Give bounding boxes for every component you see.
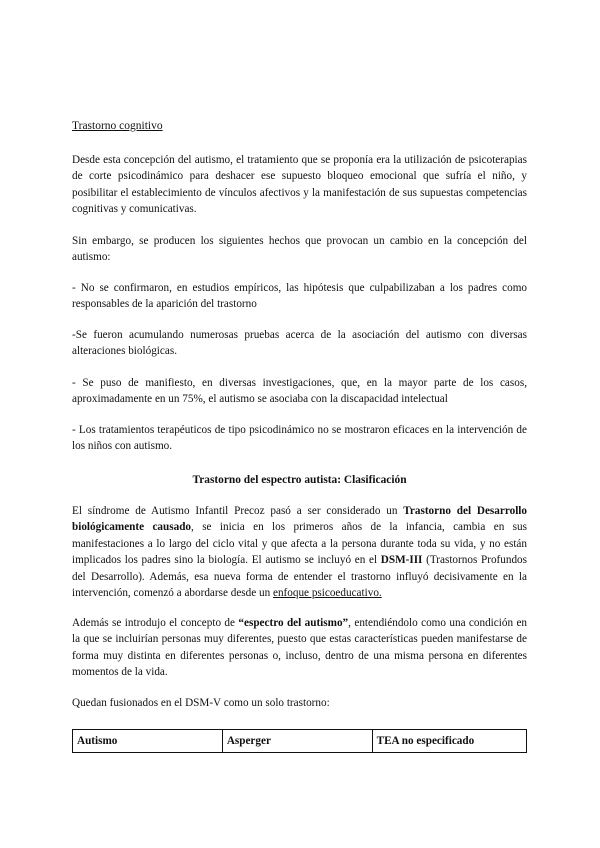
dsm-v-table — [72, 729, 527, 753]
bullet-biological-evidence: -Se fueron acumulando numerosas pruebas acerca de la asociación del autismo con diversas alteraciones biológicas. — [72, 329, 527, 358]
text-run: , entendiéndolo como una condición en la que se incluirían personas muy diferentes, puesto que estas características pueden manifestarse de forma muy distinta en diferentes personas o, incluso, dentro de una misma persona en diferentes momentos de la vida. — [72, 617, 527, 679]
paragraph-infantile-autism — [72, 503, 527, 601]
section-heading-cognitive: Trastorno cognitivo — [72, 120, 163, 132]
bold-dsm-iii: DSM-III — [380, 554, 423, 567]
table-cell-autism: Autismo — [73, 730, 223, 753]
bullet-parents-hypothesis: - No se confirmaron, en estudios empíricos, las hipótesis que culpabilizaban a los padres como responsables de la aparición del trastorno — [72, 282, 527, 311]
text-run: , se inicia en los primeros años de la infancia, cambia en sus manifestaciones a lo largo del ciclo vital y que afecta a la persona durante toda su vida, y no están implicados los padres sino la biología. El autismo se incluyó en el — [72, 521, 527, 567]
text-run: El síndrome de Autismo Infantil Precoz pasó a ser considerado un — [72, 505, 404, 517]
text-run: Además se introdujo el concepto de — [72, 617, 239, 629]
bullet-ineffective-treatment: - Los tratamientos terapéuticos de tipo psicodinámico no se mostraron eficaces en la intervención de los niños con autismo. — [72, 424, 527, 453]
table-cell-asperger: Asperger — [222, 730, 372, 753]
section-title-asd-classification: Trastorno del espectro autista: Clasificación — [192, 474, 407, 486]
table-row — [73, 730, 527, 753]
paragraph-dsm-v: Quedan fusionados en el DSM-V como un solo trastorno: — [72, 697, 330, 709]
table-cell-tea-unspecified: TEA no especificado — [372, 730, 526, 753]
bold-autism-spectrum: “espectro del autismo” — [238, 617, 349, 629]
bold-developmental-disorder: Trastorno del Desarrollo biológicamente causado — [72, 505, 527, 534]
paragraph-change-intro: Sin embargo, se producen los siguientes hechos que provocan un cambio en la concepción del autismo: — [72, 235, 527, 264]
paragraph-spectrum-concept — [72, 615, 527, 681]
bullet-intellectual-disability: - Se puso de manifiesto, en diversas investigaciones, que, en la mayor parte de los casos, aproximadamente en un 75%, el autismo se asociaba con la discapacidad intelectual — [72, 377, 527, 406]
paragraph-psychodynamic: Desde esta concepción del autismo, el tratamiento que se proponía era la utilización de psicoterapias de corte psicodinámico para deshacer ese supuesto bloqueo emocional que sufría el niño, y posibilitar el establecimiento de vínculos afectivos y la manifestación de sus supuestas competencias cognitivas y comunicativas. — [72, 154, 527, 216]
text-run: (Trastornos Profundos del Desarrollo). Además, esa nueva forma de entender el trastorno influyó decisivamente en la intervención, comenzó a abordarse desde un — [72, 554, 527, 600]
underlined-psychoeducational: enfoque psicoeducativo. — [272, 587, 382, 600]
